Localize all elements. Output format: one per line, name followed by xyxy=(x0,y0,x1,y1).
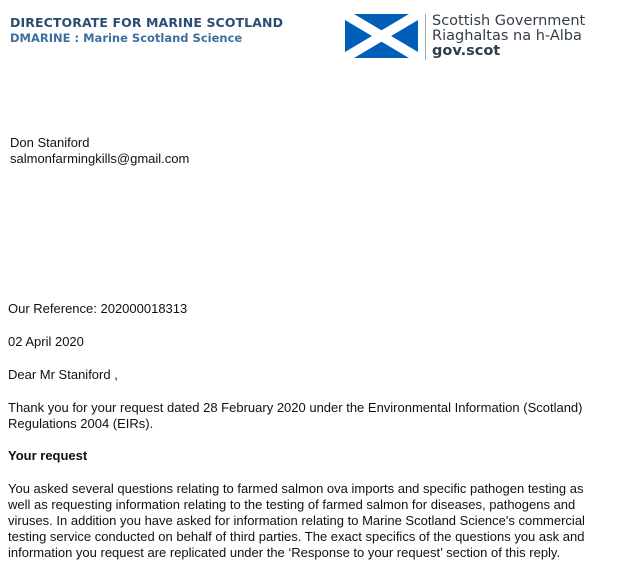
logo-text xyxy=(432,14,585,59)
recipient-address xyxy=(10,135,189,167)
logo-domain: gov.scot xyxy=(432,43,501,59)
intro-paragraph: Thank you for your request dated 28 February 2020 under the Environmental Information (Scotland) Regulations 2004 (EIRs). xyxy=(8,400,583,431)
recipient-name: Don Staniford xyxy=(10,135,90,150)
division-name: DMARINE : Marine Scotland Science xyxy=(10,31,243,45)
logo-gaelic-name: Riaghaltas na h-Alba xyxy=(432,28,582,44)
logo-english-name: Scottish Government xyxy=(432,13,586,29)
letterhead-department xyxy=(10,15,283,45)
logo-divider xyxy=(425,14,426,60)
request-paragraph: You asked several questions relating to farmed salmon ova imports and specific pathogen testing as well as requesting information relating to the testing of farmed salmon for diseases, pathogens and viruses. In addition you have asked for information relating to Marine Scotland Science's commercial testing service conducted on behalf of third parties. The exact specifics of the questions you ask and information you request are replicated under the ‘Response to your request’ section of this reply. xyxy=(8,481,585,560)
saltire-flag-icon xyxy=(345,14,418,58)
directorate-name: DIRECTORATE FOR MARINE SCOTLAND xyxy=(10,15,284,30)
your-request-heading: Your request xyxy=(8,448,88,463)
scottish-government-logo xyxy=(345,14,585,60)
reference-line: Our Reference: 202000018313 xyxy=(8,301,188,316)
letter-date: 02 April 2020 xyxy=(8,334,84,349)
recipient-email: salmonfarmingkills@gmail.com xyxy=(10,151,190,166)
salutation: Dear Mr Staniford , xyxy=(8,367,118,382)
